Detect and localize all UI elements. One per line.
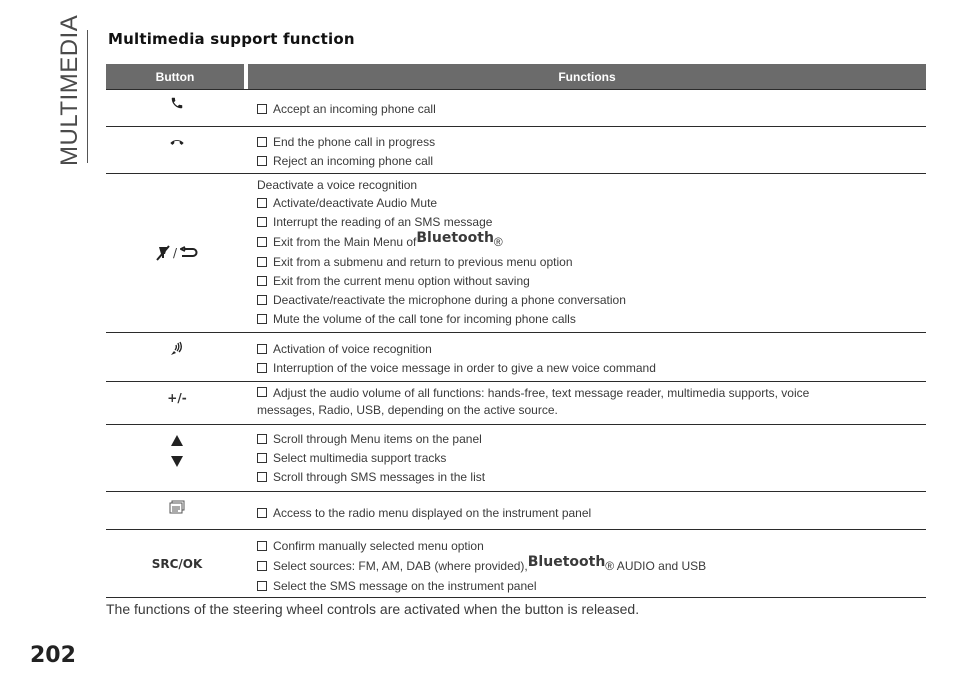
table-row: +/- Adjust the audio volume of all functions: hands-free, text message reader, multimedia supports, voice messages, Radio, USB, depending on the active source. [106, 382, 926, 425]
bullet-box-icon [257, 434, 267, 444]
footnote: The functions of the steering wheel controls are activated when the button is released. [106, 601, 640, 617]
bullet-box-icon [257, 541, 267, 551]
list-item: Select multimedia support tracks [257, 448, 926, 467]
table-row [106, 492, 926, 530]
list-item: Mute the volume of the call tone for incoming phone calls [257, 309, 926, 328]
section-title: Multimedia support function [108, 30, 355, 48]
bullet-box-icon [257, 198, 267, 208]
bullet-box-icon [257, 472, 267, 482]
bullet-box-icon [257, 561, 267, 571]
list-item: Scroll through Menu items on the panel [257, 429, 926, 448]
list-item: Activation of voice recognition [257, 339, 926, 358]
list-item: Activate/deactivate Audio Mute [257, 194, 926, 212]
bullet-box-icon [257, 217, 267, 227]
radio-menu-icon [169, 500, 185, 529]
page-number: 202 [30, 643, 76, 668]
list-item: Adjust the audio volume of all functions: hands-free, text message reader, multimedia supports, voice [257, 385, 926, 402]
bullet-box-icon [257, 453, 267, 463]
list-item: End the phone call in progress [257, 132, 926, 151]
list-item: Interrupt the reading of an SMS message [257, 212, 926, 231]
down-arrow-icon [171, 456, 183, 467]
list-item: Select sources: FM, AM, DAB (where provided), Bluetooth ® AUDIO and USB [257, 555, 926, 576]
src-ok-button-label: SRC/OK [151, 556, 203, 571]
table-header [106, 64, 926, 90]
table-row [106, 333, 926, 382]
list-item: Deactivate/reactivate the microphone during a phone conversation [257, 290, 926, 309]
phone-hangup-icon [169, 136, 185, 173]
side-section-label: MULTIMEDIA [56, 14, 83, 166]
voice-recognition-icon [169, 341, 185, 381]
bullet-box-icon [257, 363, 267, 373]
list-item: Access to the radio menu displayed on the instrument panel [257, 503, 926, 522]
mute-back-icon: / [156, 245, 198, 261]
microphone-mute-icon [156, 245, 170, 261]
table-row: / Deactivate a voice recognition Activate/deactivate Audio Mute Interrupt the reading of an SMS message Exit from the Main Menu of Bluetooth ® Exit from a submenu and return to previous menu option Exit from the current menu option without saving Deactivate/reactivate the microphone during a phone conversation Mute the volume of the call tone for incoming phone calls [106, 174, 926, 333]
list-item: Select the SMS message on the instrument panel [257, 576, 926, 595]
bullet-box-icon [257, 156, 267, 166]
list-item: Exit from a submenu and return to previous menu option [257, 252, 926, 271]
bullet-box-icon [257, 137, 267, 147]
bullet-box-icon [257, 508, 267, 518]
list-item: Reject an incoming phone call [257, 151, 926, 170]
phone-answer-icon [170, 96, 184, 126]
header-button: Button [106, 64, 244, 89]
table-row [106, 425, 926, 492]
list-item: Accept an incoming phone call [257, 99, 926, 118]
back-arrow-icon [180, 246, 198, 260]
side-rule [87, 30, 88, 163]
bullet-box-icon [257, 276, 267, 286]
list-item: Exit from the Main Menu of Bluetooth ® [257, 231, 926, 252]
table-row [106, 530, 926, 598]
bullet-box-icon [257, 104, 267, 114]
bullet-box-icon [257, 295, 267, 305]
table-row [106, 127, 926, 174]
bullet-box-icon [257, 237, 267, 247]
up-arrow-icon [171, 435, 183, 446]
list-item: Exit from the current menu option without saving [257, 271, 926, 290]
bullet-box-icon [257, 581, 267, 591]
list-item: Confirm manually selected menu option [257, 536, 926, 555]
bullet-box-icon [257, 344, 267, 354]
bullet-box-icon [257, 387, 267, 397]
button-functions-table [106, 64, 926, 598]
volume-button-label: +/- [167, 391, 187, 405]
up-down-arrows-icon [171, 435, 183, 491]
bullet-box-icon [257, 314, 267, 324]
bullet-box-icon [257, 257, 267, 267]
list-item: Scroll through SMS messages in the list [257, 467, 926, 486]
list-item: Interruption of the voice message in order to give a new voice command [257, 358, 926, 377]
table-row [106, 90, 926, 127]
header-functions: Functions [248, 64, 926, 89]
